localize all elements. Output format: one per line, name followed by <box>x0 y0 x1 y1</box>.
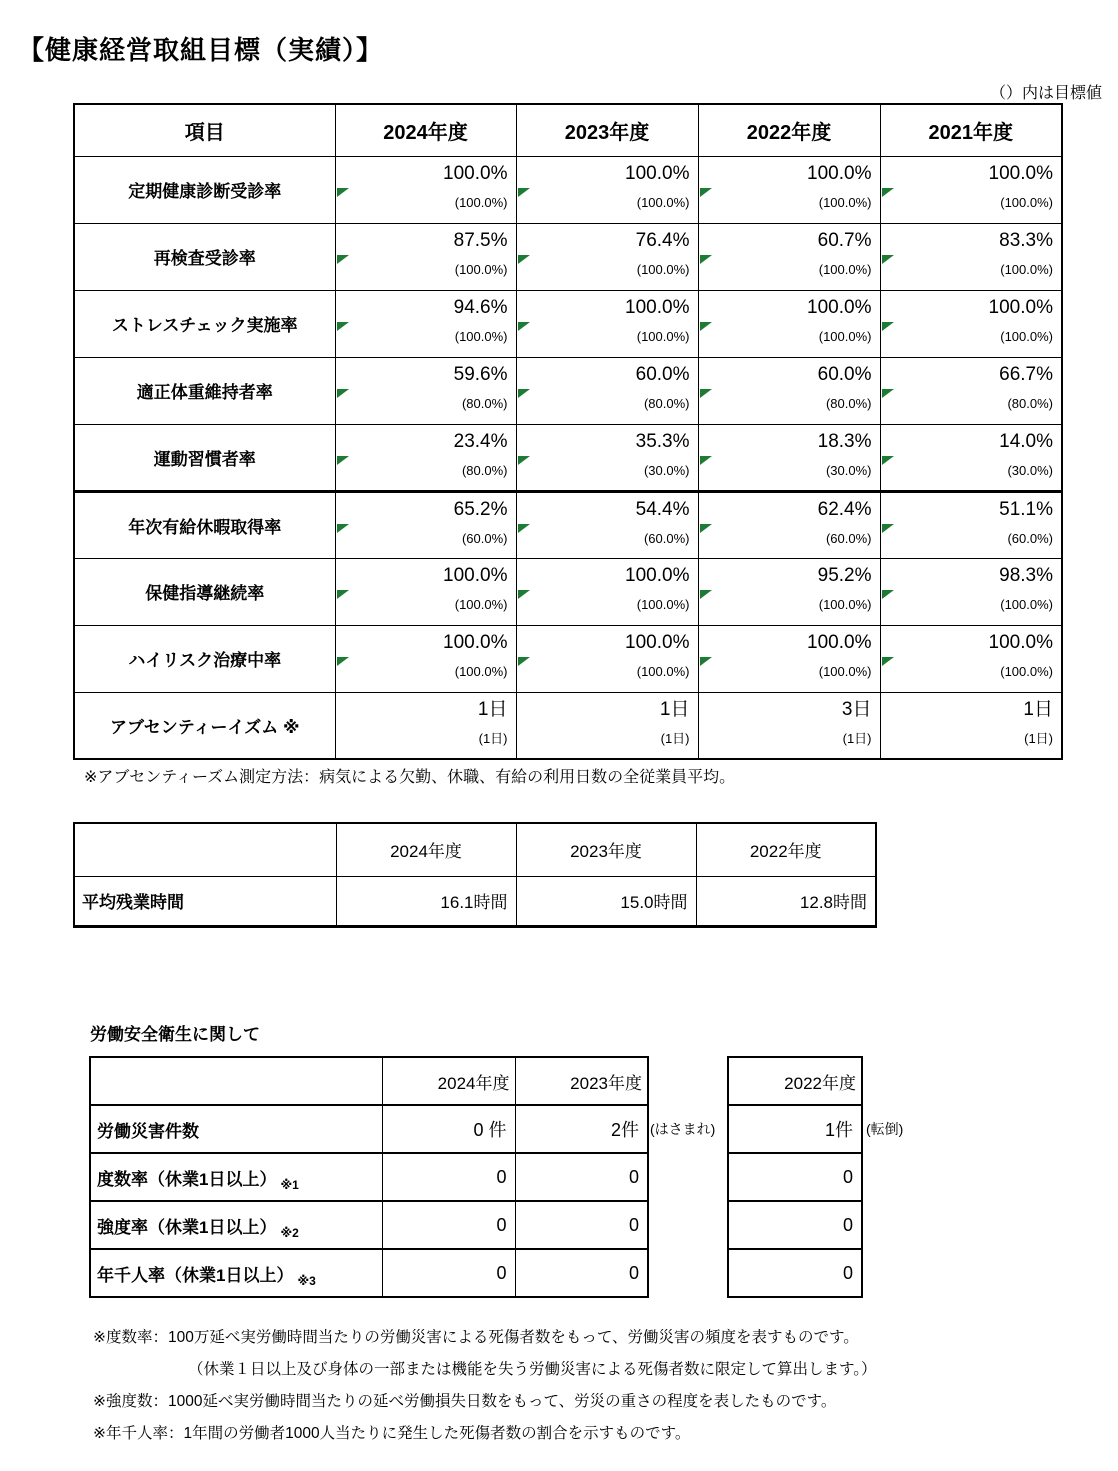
value-cell-2024 <box>335 625 516 692</box>
safety-header-row <box>90 1057 648 1105</box>
value-cell-2021 <box>880 625 1062 692</box>
actual-value: 18.3% <box>817 430 872 452</box>
metric-label: アブセンティーイズム ※ <box>74 692 335 759</box>
actual-value: 100.0% <box>625 296 690 318</box>
footnote-line: ※強度数：1000延べ実労働時間当たりの延べ労働損失日数をもって、労災の重さの程度を表したものです。 <box>93 1393 837 1410</box>
footnote-line: （休業１日以上及び身体の一部または機能を失う労働災害による死傷者数に限定して算出します。） <box>188 1361 877 1378</box>
target-value: (100.0%) <box>454 596 508 612</box>
value-cell-2023 <box>516 692 698 759</box>
actual-value: 66.7% <box>999 363 1053 385</box>
overtime-header-2022: 2022年度 <box>696 823 876 876</box>
safety-right-row <box>728 1153 862 1201</box>
safety-row <box>90 1201 648 1249</box>
safety-label-text: 労働災害件数 <box>97 1121 199 1141</box>
cell-corner-flag-icon <box>700 188 712 197</box>
blank-header-cell <box>90 1057 382 1105</box>
safety-label-text: 強度率（休業1日以上） <box>97 1217 277 1237</box>
actual-value: 95.2% <box>817 564 872 586</box>
target-value-note: （）内は目標値 <box>989 85 1102 102</box>
value-cell-2024 <box>335 491 516 558</box>
footnote-line: ※度数率：100万延べ実労働時間当たりの労働災害による死傷者数をもって、労働災害の頻度を表すものです。 <box>93 1329 859 1346</box>
target-value: (100.0%) <box>1000 663 1053 679</box>
metric-row <box>74 625 1062 692</box>
target-value: (100.0%) <box>1000 328 1053 344</box>
actual-value: 100.0% <box>625 631 690 653</box>
safety-header-2024: 2024年度 <box>382 1057 515 1105</box>
safety-row <box>90 1105 648 1153</box>
target-value: (100.0%) <box>1000 596 1053 612</box>
safety-row <box>90 1249 648 1297</box>
value-cell-2021 <box>880 357 1062 424</box>
cell-corner-flag-icon <box>700 590 712 599</box>
safety-row-label <box>90 1249 382 1297</box>
value-cell-2022 <box>698 625 880 692</box>
actual-value: 54.4% <box>635 498 690 520</box>
value-cell-2023 <box>516 290 698 357</box>
column-header-2024: 2024年度 <box>335 104 516 156</box>
metric-row <box>74 424 1062 491</box>
overtime-data-row <box>74 876 876 926</box>
cell-corner-flag-icon <box>882 389 894 398</box>
overtime-value-2023: 15.0時間 <box>516 876 696 926</box>
cell-corner-flag-icon <box>518 322 530 331</box>
cell-corner-flag-icon <box>337 590 349 599</box>
target-value: (60.0%) <box>1007 530 1053 546</box>
safety-label-text: 度数率（休業1日以上） <box>97 1169 277 1189</box>
safety-value-2023: 0 <box>515 1249 648 1297</box>
actual-value: 100.0% <box>625 564 690 586</box>
safety-value-2024: 0 <box>382 1249 515 1297</box>
cell-corner-flag-icon <box>882 456 894 465</box>
target-value: (100.0%) <box>636 194 690 210</box>
target-value: (100.0%) <box>454 194 508 210</box>
header-row <box>74 104 1062 156</box>
safety-header-2022: 2022年度 <box>728 1057 862 1105</box>
target-value: (60.0%) <box>643 530 690 546</box>
target-value: (80.0%) <box>461 395 508 411</box>
safety-label-text: 年千人率（休業1日以上） <box>97 1265 294 1285</box>
target-value: (30.0%) <box>1007 462 1053 478</box>
actual-value: 76.4% <box>635 229 690 251</box>
column-header-2022: 2022年度 <box>698 104 880 156</box>
metric-label: 再検査受診率 <box>74 223 335 290</box>
actual-value: 100.0% <box>443 631 508 653</box>
metric-row <box>74 491 1062 558</box>
target-value: (60.0%) <box>461 530 508 546</box>
safety-right-header-row <box>728 1057 862 1105</box>
actual-value: 23.4% <box>453 430 508 452</box>
metric-row <box>74 290 1062 357</box>
metric-row <box>74 223 1062 290</box>
actual-value: 100.0% <box>443 162 508 184</box>
value-cell-2022 <box>698 491 880 558</box>
actual-value: 51.1% <box>999 498 1053 520</box>
safety-row <box>90 1153 648 1201</box>
target-value: (80.0%) <box>825 395 872 411</box>
column-header-2023: 2023年度 <box>516 104 698 156</box>
cell-corner-flag-icon <box>518 389 530 398</box>
cell-corner-flag-icon <box>882 657 894 666</box>
overtime-header-row <box>74 823 876 876</box>
cell-corner-flag-icon <box>882 524 894 533</box>
actual-value: 100.0% <box>625 162 690 184</box>
safety-value-2022: 1件 <box>728 1105 862 1153</box>
page-title: 【健康経営取組目標（実績）】 <box>18 35 384 65</box>
target-value: (100.0%) <box>818 663 872 679</box>
actual-value: 100.0% <box>807 631 872 653</box>
safety-right-row <box>728 1105 862 1153</box>
target-value: (30.0%) <box>643 462 690 478</box>
cell-corner-flag-icon <box>337 657 349 666</box>
target-value: (100.0%) <box>636 261 690 277</box>
absenteeism-footnote: ※アブセンティーズム測定方法：病気による欠勤、休職、有給の利用日数の全従業員平均。 <box>84 769 736 786</box>
cell-corner-flag-icon <box>518 657 530 666</box>
safety-value-2022: 0 <box>728 1153 862 1201</box>
cell-corner-flag-icon <box>518 255 530 264</box>
actual-value: 60.0% <box>817 363 872 385</box>
value-cell-2023 <box>516 424 698 491</box>
metric-row <box>74 357 1062 424</box>
cell-corner-flag-icon <box>518 524 530 533</box>
cell-corner-flag-icon <box>700 255 712 264</box>
value-cell-2023 <box>516 558 698 625</box>
metric-label: 運動習慣者率 <box>74 424 335 491</box>
overtime-table <box>73 822 877 928</box>
column-header-item: 項目 <box>74 104 335 156</box>
value-cell-2024 <box>335 692 516 759</box>
actual-value: 65.2% <box>453 498 508 520</box>
value-cell-2021 <box>880 223 1062 290</box>
safety-value-2023: 2件 <box>515 1105 648 1153</box>
overtime-label: 平均残業時間 <box>74 876 336 926</box>
metric-label: 適正体重維持者率 <box>74 357 335 424</box>
safety-table-left <box>89 1056 649 1298</box>
overtime-header-2024: 2024年度 <box>336 823 516 876</box>
actual-value: 100.0% <box>988 631 1053 653</box>
safety-footnotes <box>93 1322 877 1450</box>
cell-corner-flag-icon <box>700 456 712 465</box>
cell-corner-flag-icon <box>337 322 349 331</box>
target-value: (100.0%) <box>818 596 872 612</box>
target-value: (80.0%) <box>461 462 508 478</box>
cell-corner-flag-icon <box>337 188 349 197</box>
target-value: (100.0%) <box>818 261 872 277</box>
target-value: (100.0%) <box>636 328 690 344</box>
actual-value: 98.3% <box>999 564 1053 586</box>
value-cell-2022 <box>698 692 880 759</box>
actual-value: 87.5% <box>453 229 508 251</box>
actual-value: 59.6% <box>453 363 508 385</box>
value-cell-2023 <box>516 357 698 424</box>
metric-row <box>74 692 1062 759</box>
cell-corner-flag-icon <box>518 456 530 465</box>
column-header-2021: 2021年度 <box>880 104 1062 156</box>
safety-row-label <box>90 1105 382 1153</box>
value-cell-2022 <box>698 424 880 491</box>
target-value: (100.0%) <box>818 194 872 210</box>
metric-label: 保健指導継続率 <box>74 558 335 625</box>
target-value: (1日) <box>478 730 508 746</box>
target-value: (1日) <box>842 730 872 746</box>
value-cell-2024 <box>335 424 516 491</box>
value-cell-2021 <box>880 558 1062 625</box>
safety-value-2022: 0 <box>728 1201 862 1249</box>
value-cell-2022 <box>698 156 880 223</box>
actual-value: 60.7% <box>817 229 872 251</box>
value-cell-2024 <box>335 558 516 625</box>
target-value: (1日) <box>1024 730 1053 746</box>
target-value: (100.0%) <box>1000 261 1053 277</box>
actual-value: 100.0% <box>443 564 508 586</box>
target-value: (80.0%) <box>1007 395 1053 411</box>
actual-value: 83.3% <box>999 229 1053 251</box>
target-value: (100.0%) <box>818 328 872 344</box>
target-value: (100.0%) <box>454 663 508 679</box>
safety-value-2023: 0 <box>515 1153 648 1201</box>
safety-row-label <box>90 1153 382 1201</box>
safety-row-label <box>90 1201 382 1249</box>
value-cell-2024 <box>335 223 516 290</box>
health-metrics-table <box>73 103 1063 760</box>
target-value: (100.0%) <box>454 328 508 344</box>
value-cell-2024 <box>335 156 516 223</box>
footnote-line: ※年千人率：1年間の労働者1000人当たりに発生した死傷者数の割合を示すものです。 <box>93 1425 691 1442</box>
safety-header-2023: 2023年度 <box>515 1057 648 1105</box>
safety-label-ref: ※2 <box>280 1225 299 1240</box>
target-value: (100.0%) <box>454 261 508 277</box>
actual-value: 94.6% <box>453 296 508 318</box>
value-cell-2021 <box>880 692 1062 759</box>
actual-value: 100.0% <box>807 162 872 184</box>
accident-note-2023: (はさまれ) <box>650 1121 716 1137</box>
metric-row <box>74 558 1062 625</box>
value-cell-2021 <box>880 424 1062 491</box>
actual-value: 35.3% <box>635 430 690 452</box>
overtime-value-2024: 16.1時間 <box>336 876 516 926</box>
cell-corner-flag-icon <box>882 255 894 264</box>
safety-table-right <box>727 1056 863 1298</box>
actual-value: 1日 <box>1023 698 1053 720</box>
value-cell-2023 <box>516 223 698 290</box>
cell-corner-flag-icon <box>700 657 712 666</box>
metric-row <box>74 156 1062 223</box>
safety-label-ref: ※1 <box>280 1177 299 1192</box>
target-value: (30.0%) <box>825 462 872 478</box>
target-value: (80.0%) <box>643 395 690 411</box>
cell-corner-flag-icon <box>882 322 894 331</box>
cell-corner-flag-icon <box>882 590 894 599</box>
value-cell-2023 <box>516 491 698 558</box>
value-cell-2022 <box>698 223 880 290</box>
actual-value: 100.0% <box>988 296 1053 318</box>
cell-corner-flag-icon <box>882 188 894 197</box>
safety-right-row <box>728 1249 862 1297</box>
safety-value-2024: 0 <box>382 1153 515 1201</box>
accident-note-2022: (転倒) <box>866 1121 904 1137</box>
metric-label: 年次有給休暇取得率 <box>74 491 335 558</box>
actual-value: 1日 <box>477 698 508 720</box>
safety-value-2023: 0 <box>515 1201 648 1249</box>
safety-value-2022: 0 <box>728 1249 862 1297</box>
cell-corner-flag-icon <box>700 389 712 398</box>
safety-value-2024: 0 件 <box>382 1105 515 1153</box>
target-value: (100.0%) <box>636 663 690 679</box>
actual-value: 1日 <box>659 698 690 720</box>
actual-value: 62.4% <box>817 498 872 520</box>
value-cell-2021 <box>880 491 1062 558</box>
value-cell-2021 <box>880 290 1062 357</box>
target-value: (100.0%) <box>636 596 690 612</box>
metric-label: 定期健康診断受診率 <box>74 156 335 223</box>
actual-value: 3日 <box>841 698 872 720</box>
overtime-header-2023: 2023年度 <box>516 823 696 876</box>
overtime-value-2022: 12.8時間 <box>696 876 876 926</box>
safety-value-2024: 0 <box>382 1201 515 1249</box>
actual-value: 60.0% <box>635 363 690 385</box>
value-cell-2022 <box>698 558 880 625</box>
value-cell-2021 <box>880 156 1062 223</box>
cell-corner-flag-icon <box>700 524 712 533</box>
value-cell-2024 <box>335 290 516 357</box>
metric-label: ストレスチェック実施率 <box>74 290 335 357</box>
cell-corner-flag-icon <box>518 590 530 599</box>
safety-right-row <box>728 1201 862 1249</box>
safety-label-ref: ※3 <box>297 1273 316 1288</box>
value-cell-2022 <box>698 357 880 424</box>
safety-section-title: 労働安全衛生に関して <box>90 1025 260 1044</box>
blank-header-cell <box>74 823 336 876</box>
cell-corner-flag-icon <box>700 322 712 331</box>
metric-label: ハイリスク治療中率 <box>74 625 335 692</box>
target-value: (60.0%) <box>825 530 872 546</box>
actual-value: 14.0% <box>999 430 1053 452</box>
cell-corner-flag-icon <box>337 389 349 398</box>
target-value: (1日) <box>660 730 690 746</box>
cell-corner-flag-icon <box>337 524 349 533</box>
target-value: (100.0%) <box>1000 194 1053 210</box>
value-cell-2022 <box>698 290 880 357</box>
cell-corner-flag-icon <box>337 255 349 264</box>
cell-corner-flag-icon <box>337 456 349 465</box>
actual-value: 100.0% <box>988 162 1053 184</box>
actual-value: 100.0% <box>807 296 872 318</box>
value-cell-2023 <box>516 625 698 692</box>
cell-corner-flag-icon <box>518 188 530 197</box>
value-cell-2024 <box>335 357 516 424</box>
value-cell-2023 <box>516 156 698 223</box>
